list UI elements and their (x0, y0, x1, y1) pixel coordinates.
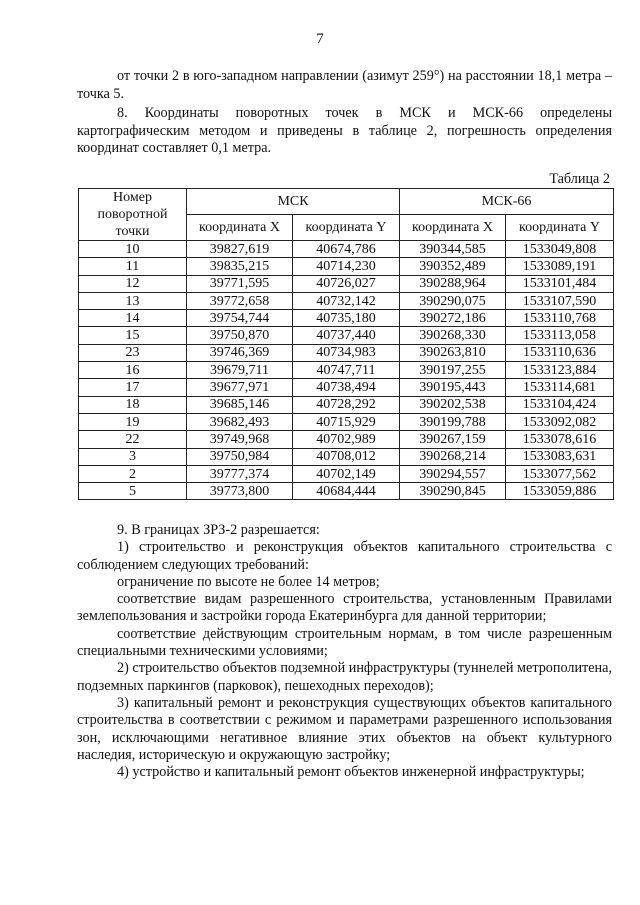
msk66-y: 1533123,884 (506, 362, 614, 379)
point-number: 3 (79, 448, 187, 465)
msk66-y: 1533110,636 (506, 344, 614, 361)
permitted-item-3: 3) капитальный ремонт и реконструкция существующих объектов капитального строительства в соответствии с режимом и параметрами разрешенного использования зон, исключающими негативное влияние этих объектов на объект культурного наследия, историческую и окружающую застройку; (77, 694, 612, 763)
msk66-y: 1533078,616 (506, 431, 614, 448)
msk-x: 39772,658 (187, 292, 293, 309)
msk66-x: 390290,075 (400, 292, 506, 309)
point-number: 23 (79, 344, 187, 361)
msk-x: 39773,800 (187, 483, 293, 500)
header-msk-y: координата Y (293, 215, 400, 241)
table-row (79, 431, 614, 448)
msk66-x: 390294,557 (400, 465, 506, 482)
table-row (79, 241, 614, 258)
header-msk-x: координата X (187, 215, 293, 241)
msk66-y: 1533059,886 (506, 483, 614, 500)
coordinates-table (78, 188, 614, 500)
table-row (79, 327, 614, 344)
msk66-x: 390290,845 (400, 483, 506, 500)
table-row (79, 396, 614, 413)
page-number: 7 (316, 31, 324, 47)
paragraph-point-5: от точки 2 в юго-западном направлении (азимут 259°) на расстоянии 18,1 метра – точка 5. (77, 68, 612, 102)
msk-x: 39679,711 (187, 362, 293, 379)
msk66-y: 1533113,058 (506, 327, 614, 344)
point-number: 2 (79, 465, 187, 482)
msk66-y: 1533089,191 (506, 258, 614, 275)
msk66-x: 390352,489 (400, 258, 506, 275)
table-row (79, 292, 614, 309)
permitted-item-1: 1) строительство и реконструкция объектов капитального строительства с соблюдением следующих требований: (77, 539, 612, 573)
msk66-y: 1533104,424 (506, 396, 614, 413)
msk-y: 40684,444 (293, 483, 400, 500)
msk-x: 39749,968 (187, 431, 293, 448)
msk-x: 39685,146 (187, 396, 293, 413)
header-msk66-y: координата Y (506, 215, 614, 241)
msk66-x: 390202,538 (400, 396, 506, 413)
header-msk66-x: координата X (400, 215, 506, 241)
point-number: 12 (79, 275, 187, 292)
msk-y: 40737,440 (293, 327, 400, 344)
table-body (79, 241, 614, 500)
table-row (79, 275, 614, 292)
permitted-item-4: 4) устройство и капитальный ремонт объектов инженерной инфраструктуры; (117, 764, 585, 781)
point-number: 22 (79, 431, 187, 448)
msk-x: 39677,971 (187, 379, 293, 396)
paragraph-coordinates-intro: 8. Координаты поворотных точек в МСК и МСК-66 определены картографическим методом и приведены в таблице 2, погрешность определения координат составляет 0,1 метра. (77, 105, 612, 156)
msk66-y: 1533101,484 (506, 275, 614, 292)
point-number: 5 (79, 483, 187, 500)
section-9 (77, 522, 612, 781)
msk-y: 40715,929 (293, 413, 400, 430)
msk-x: 39835,215 (187, 258, 293, 275)
msk66-x: 390263,810 (400, 344, 506, 361)
msk-x: 39777,374 (187, 465, 293, 482)
msk-x: 39746,369 (187, 344, 293, 361)
msk66-y: 1533077,562 (506, 465, 614, 482)
msk-x: 39827,619 (187, 241, 293, 258)
table-row (79, 310, 614, 327)
msk-y: 40726,027 (293, 275, 400, 292)
permitted-item-2: 2) строительство объектов подземной инфраструктуры (туннелей метрополитена, подземных паркингов (парковок), пешеходных переходов); (77, 660, 612, 694)
requirement-building-norms: соответствие действующим строительным нормам, в том числе разрешенным специальными техническими условиями; (77, 625, 612, 660)
msk66-y: 1533092,082 (506, 413, 614, 430)
msk-x: 39750,870 (187, 327, 293, 344)
table-row (79, 413, 614, 430)
table-row (79, 379, 614, 396)
msk66-y: 1533049,808 (506, 241, 614, 258)
point-number: 16 (79, 362, 187, 379)
msk66-x: 390195,443 (400, 379, 506, 396)
msk66-x: 390344,585 (400, 241, 506, 258)
msk-y: 40732,142 (293, 292, 400, 309)
msk66-x: 390199,788 (400, 413, 506, 430)
msk66-x: 390197,255 (400, 362, 506, 379)
msk-x: 39771,595 (187, 275, 293, 292)
msk-y: 40708,012 (293, 448, 400, 465)
msk-x: 39750,984 (187, 448, 293, 465)
table-row (79, 465, 614, 482)
table-row (79, 362, 614, 379)
msk-y: 40714,230 (293, 258, 400, 275)
msk-x: 39754,744 (187, 310, 293, 327)
point-number: 17 (79, 379, 187, 396)
msk-y: 40735,180 (293, 310, 400, 327)
msk-x: 39682,493 (187, 413, 293, 430)
table-row (79, 258, 614, 275)
msk-y: 40702,149 (293, 465, 400, 482)
msk66-x: 390267,159 (400, 431, 506, 448)
msk-y: 40747,711 (293, 362, 400, 379)
requirement-height-limit: ограничение по высоте не более 14 метров; (117, 573, 380, 590)
msk-y: 40738,494 (293, 379, 400, 396)
msk-y: 40702,989 (293, 431, 400, 448)
header-msk: МСК (187, 189, 400, 215)
msk66-x: 390272,186 (400, 310, 506, 327)
msk66-y: 1533107,590 (506, 292, 614, 309)
msk-y: 40674,786 (293, 241, 400, 258)
msk-y: 40728,292 (293, 396, 400, 413)
point-number: 13 (79, 292, 187, 309)
msk66-x: 390268,214 (400, 448, 506, 465)
msk66-x: 390268,330 (400, 327, 506, 344)
msk66-x: 390288,964 (400, 275, 506, 292)
point-number: 19 (79, 413, 187, 430)
header-point-number: Номер поворотной точки (79, 189, 187, 241)
header-msk66: МСК-66 (400, 189, 614, 215)
section-heading: 9. В границах ЗРЗ-2 разрешается: (117, 522, 320, 538)
msk66-y: 1533114,681 (506, 379, 614, 396)
requirement-zoning-rules: соответствие видам разрешенного строительства, установленным Правилами землепользования и застройки города Екатеринбурга для данной территории; (77, 591, 612, 625)
point-number: 14 (79, 310, 187, 327)
point-number: 11 (79, 258, 187, 275)
table-row (79, 344, 614, 361)
msk66-y: 1533083,631 (506, 448, 614, 465)
msk-y: 40734,983 (293, 344, 400, 361)
point-number: 18 (79, 396, 187, 413)
point-number: 15 (79, 327, 187, 344)
point-number: 10 (79, 241, 187, 258)
table-row (79, 483, 614, 500)
table-label: Таблица 2 (549, 171, 610, 187)
table-row (79, 448, 614, 465)
msk66-y: 1533110,768 (506, 310, 614, 327)
